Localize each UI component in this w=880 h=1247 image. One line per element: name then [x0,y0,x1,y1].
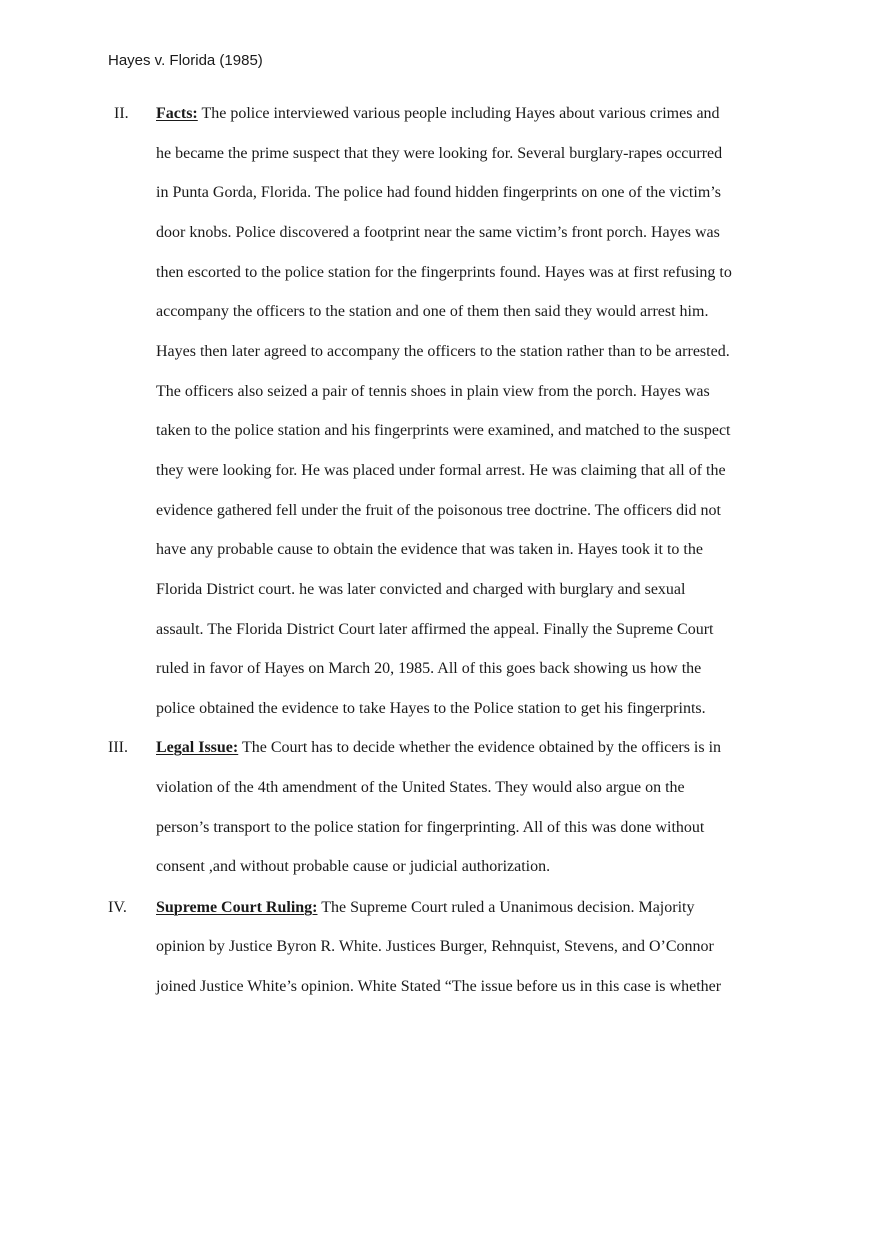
section-numeral: IV. [108,899,127,916]
section-numeral: III. [108,739,128,756]
paragraph-line [156,898,694,918]
paragraph-line: he became the prime suspect that they were looking for. Several burglary-rapes occurred [156,145,723,162]
paragraph-line: Hayes then later agreed to accompany the officers to the station rather than to be arrested. [156,343,730,360]
paragraph-line: joined Justice White’s opinion. White Stated “The issue before us in this case is whether [156,978,722,995]
paragraph-line: they were looking for. He was placed under formal arrest. He was claiming that all of the [156,462,726,479]
paragraph-line: Florida District court. he was later convicted and charged with burglary and sexual [156,581,686,598]
paragraph-line: then escorted to the police station for the fingerprints found. Hayes was at first refusing to [156,264,732,281]
paragraph-line: ruled in favor of Hayes on March 20, 1985. All of this goes back showing us how the [156,660,702,677]
paragraph-line: assault. The Florida District Court later affirmed the appeal. Finally the Supreme Court [156,621,714,638]
section-numeral: II. [114,105,129,122]
section-heading: Legal Issue: [156,739,239,756]
paragraph-line [156,104,720,124]
paragraph-line: person’s transport to the police station for fingerprinting. All of this was done without [156,819,705,836]
section-heading: Facts: [156,105,198,122]
paragraph-line: door knobs. Police discovered a footprint near the same victim’s front porch. Hayes was [156,224,720,241]
paragraph-line: violation of the 4th amendment of the United States. They would also argue on the [156,779,685,796]
line-text: The police interviewed various people including Hayes about various crimes and [197,105,720,122]
paragraph-line: evidence gathered fell under the fruit of the poisonous tree doctrine. The officers did not [156,502,721,519]
section-heading: Supreme Court Ruling: [156,899,318,916]
paragraph-line: consent ,and without probable cause or judicial authorization. [156,858,551,875]
paragraph-line: have any probable cause to obtain the evidence that was taken in. Hayes took it to the [156,541,703,558]
paragraph-line: accompany the officers to the station and one of them then said they would arrest him. [156,303,709,320]
paragraph-line: opinion by Justice Byron R. White. Justices Burger, Rehnquist, Stevens, and O’Connor [156,938,714,955]
paragraph-line: police obtained the evidence to take Hayes to the Police station to get his fingerprints. [156,700,706,717]
line-text: The Court has to decide whether the evidence obtained by the officers is in [238,739,722,756]
page-header: Hayes v. Florida (1985) [108,52,263,69]
paragraph-line [156,738,721,758]
line-text: The Supreme Court ruled a Unanimous decision. Majority [317,899,695,916]
paragraph-line: in Punta Gorda, Florida. The police had found hidden fingerprints on one of the victim’s [156,184,721,201]
paragraph-line: taken to the police station and his fingerprints were examined, and matched to the suspect [156,422,731,439]
paragraph-line: The officers also seized a pair of tennis shoes in plain view from the porch. Hayes was [156,383,710,400]
